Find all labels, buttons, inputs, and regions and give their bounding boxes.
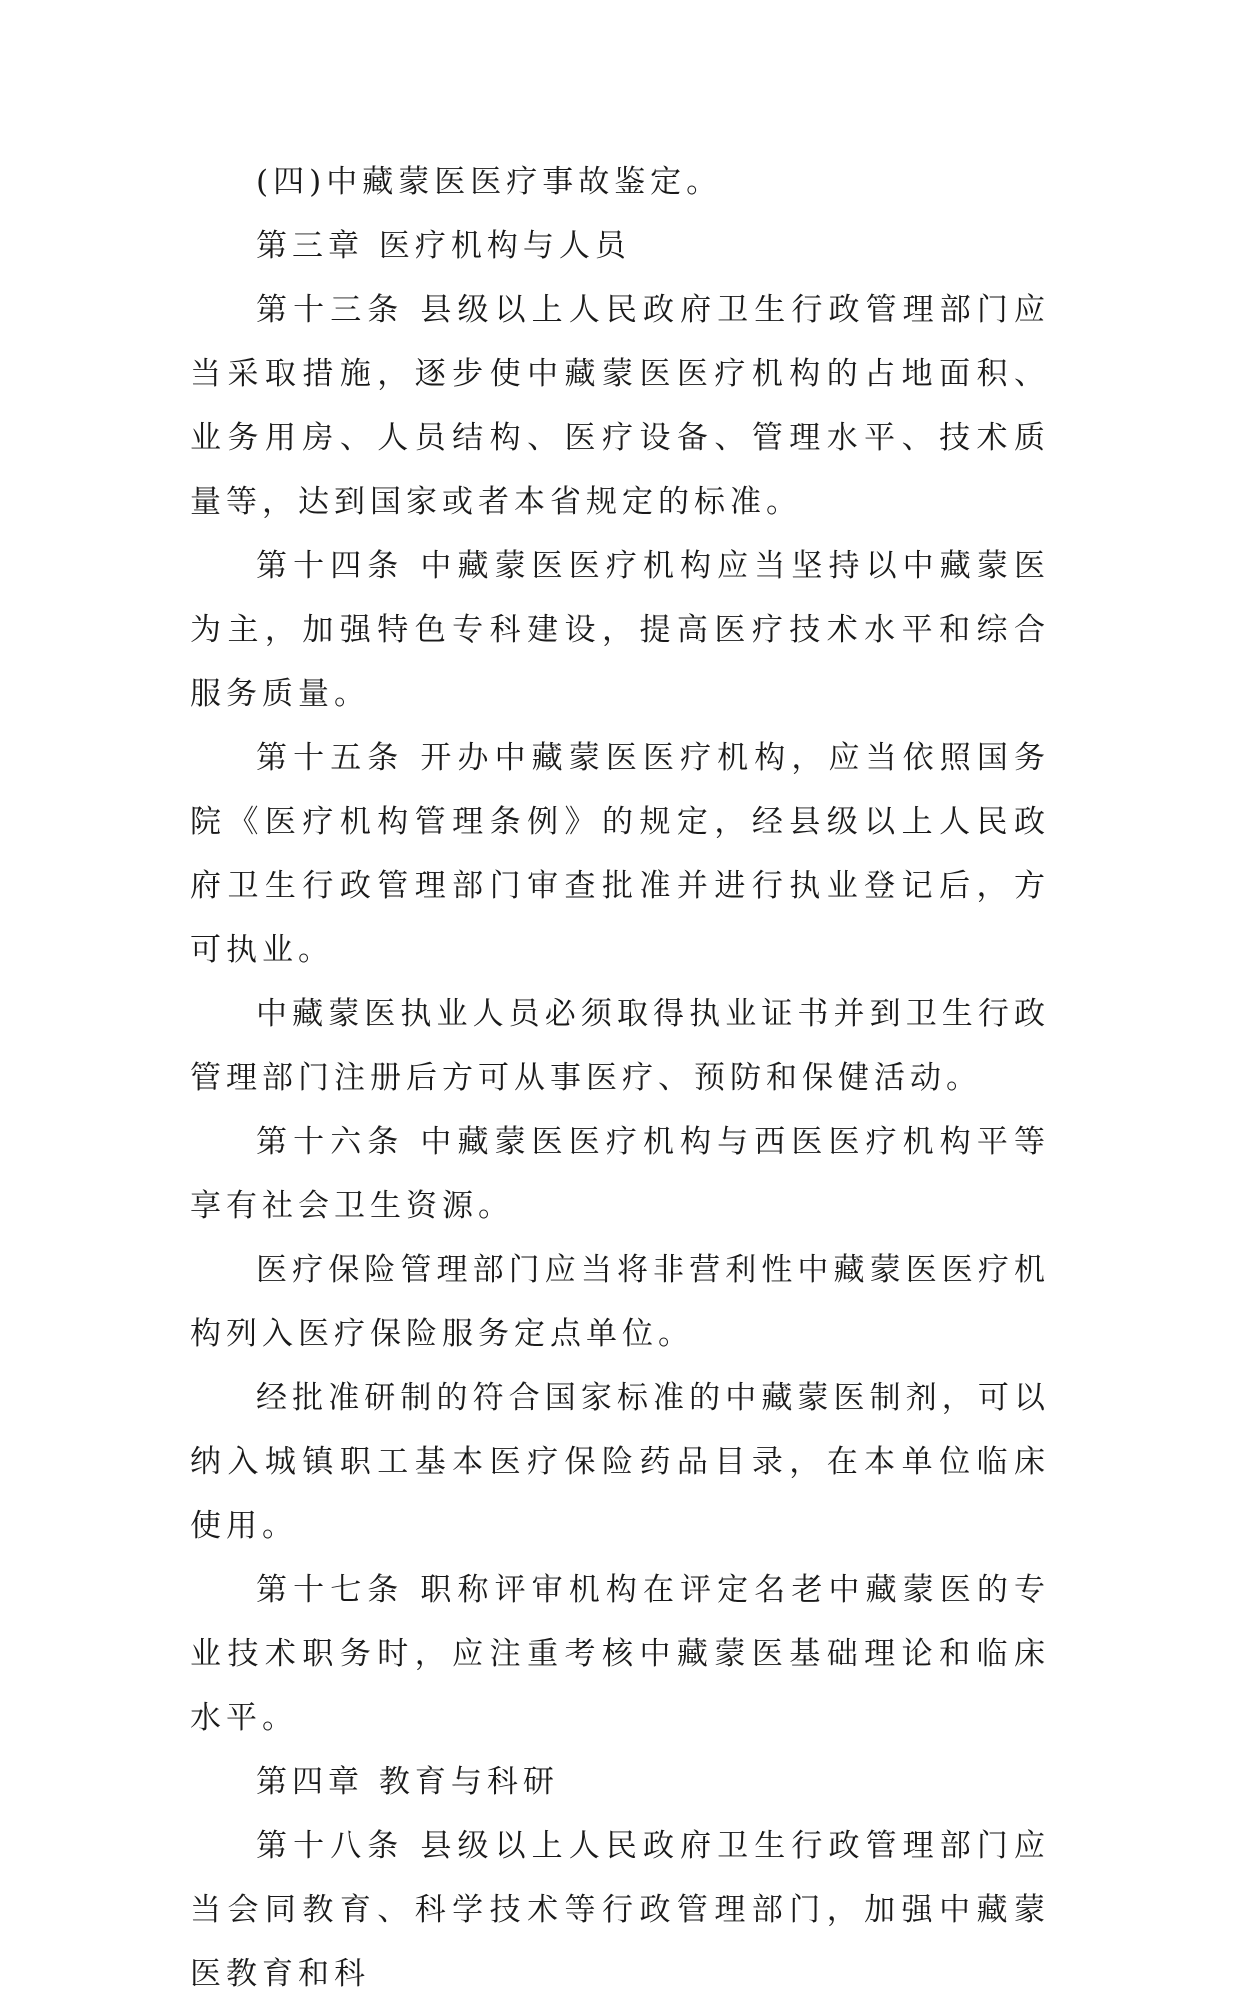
article-13: 第十三条 县级以上人民政府卫生行政管理部门应当采取措施，逐步使中藏蒙医医疗机构的占地面积、业务用房、人员结构、医疗设备、管理水平、技术质量等，达到国家或者本省规定的标准。 [190,292,1050,520]
article-16: 第十六条 中藏蒙医医疗机构与西医医疗机构平等享有社会卫生资源。 [190,1124,1050,1224]
paragraph: 中藏蒙医执业人员必须取得执业证书并到卫生行政管理部门注册后方可从事医疗、预防和保健活动。 [190,996,1050,1096]
paragraph: 经批准研制的符合国家标准的中藏蒙医制剂，可以纳入城镇职工基本医疗保险药品目录，在本单位临床使用。 [190,1380,1050,1544]
article-17: 第十七条 职称评审机构在评定名老中藏蒙医的专业技术职务时，应注重考核中藏蒙医基础理论和临床水平。 [190,1572,1050,1736]
article-18: 第十八条 县级以上人民政府卫生行政管理部门应当会同教育、科学技术等行政管理部门，加强中藏蒙医教育和科 [190,1828,1050,1992]
paragraph: 医疗保险管理部门应当将非营利性中藏蒙医医疗机构列入医疗保险服务定点单位。 [190,1252,1050,1352]
chapter-heading: 第三章 医疗机构与人员 [256,228,631,264]
article-14: 第十四条 中藏蒙医医疗机构应当坚持以中藏蒙医为主，加强特色专科建设，提高医疗技术水平和综合服务质量。 [190,548,1050,712]
document-body [190,150,1050,2006]
article-15: 第十五条 开办中藏蒙医医疗机构，应当依照国务院《医疗机构管理条例》的规定，经县级以上人民政府卫生行政管理部门审查批准并进行执业登记后，方可执业。 [190,740,1050,968]
paragraph: (四)中藏蒙医医疗事故鉴定。 [256,164,723,200]
chapter-heading: 第四章 教育与科研 [256,1764,559,1800]
